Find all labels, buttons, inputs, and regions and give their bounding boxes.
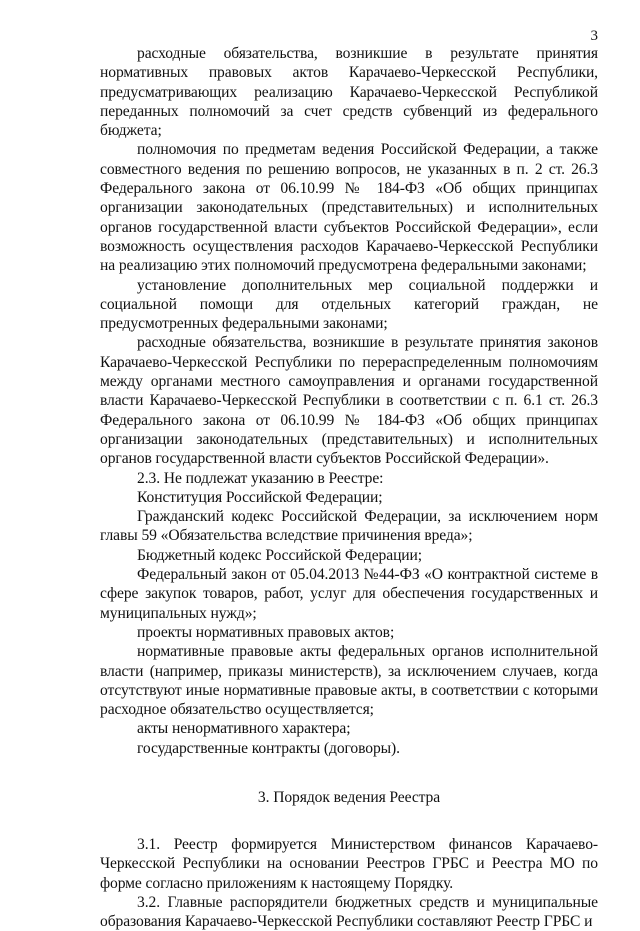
- paragraph: расходные обязательства, возникшие в результате принятия нормативных правовых актов Карачаево-Черкесской Республики, предусматривающих реализацию Карачаево-Черкесской Республикой переданных полномочий за счет средств субвенций из федерального бюджета;: [100, 45, 598, 140]
- paragraph: 3.2. Главные распорядители бюджетных средств и муниципальные образования Карачаево-Черкесской Республики составляют Реестр ГРБС и: [100, 893, 598, 931]
- paragraph: проекты нормативных правовых актов;: [137, 623, 395, 641]
- page-number: 3: [590, 28, 598, 44]
- paragraph: расходные обязательства, возникшие в результате принятия законов Карачаево-Черкесской Республики по перераспределенным полномочиям между органами местного самоуправления и органами государственной власти Карачаево-Черкесской Республики в соответствии с п. 6.1 ст. 26.3 Федерального закона от 06.10.99 № 184-ФЗ «Об общих принципах организации законодательных (представительных) и исполнительных органов государственной власти субъектов Российской Федерации».: [100, 334, 598, 468]
- paragraph: Федеральный закон от 05.04.2013 №44-ФЗ «О контрактной системе в сфере закупок товаров, работ, услуг для обеспечения государственных и муниципальных нужд»;: [100, 566, 598, 622]
- paragraph: 3.1. Реестр формируется Министерством финансов Карачаево-Черкесской Республики на основании Реестров ГРБС и Реестра МО по форме согласно приложениям к настоящему Порядку.: [100, 835, 598, 892]
- section-heading: 3. Порядок ведения Реестра: [257, 788, 441, 806]
- paragraph: полномочия по предметам ведения Российской Федерации, а также совместного ведения по решению вопросов, не указанных в п. 2 ст. 26.3 Федерального закона от 06.10.99 № 184-ФЗ «Об общих принципах организации законодательных (представительных) и исполнительных органов государственной власти субъектов Российской Федерации», если возможность осуществления расходов Карачаево-Черкесской Республики на реализацию этих полномочий предусмотрена федеральными законами;: [100, 141, 598, 275]
- paragraph: Гражданский кодекс Российской Федерации, за исключением норм главы 59 «Обязательства вследствие причинения вреда»;: [100, 508, 598, 545]
- document-body: [100, 44, 598, 931]
- paragraph: Бюджетный кодекс Российской Федерации;: [137, 546, 423, 564]
- paragraph: Конституция Российской Федерации;: [137, 488, 383, 506]
- paragraph: государственные контракты (договоры).: [137, 739, 400, 757]
- paragraph: 2.3. Не подлежат указанию в Реестре:: [137, 469, 384, 487]
- paragraph: акты ненормативного характера;: [137, 720, 351, 738]
- paragraph: установление дополнительных мер социальной поддержки и социальной помощи для отдельных категорий граждан, не предусмотренных федеральными законами;: [100, 276, 598, 333]
- paragraph: нормативные правовые акты федеральных органов исполнительной власти (например, приказы министерств), за исключением случаев, когда отсутствуют иные нормативные правовые акты, в соответствии с которыми расходное обязательство осуществляется;: [100, 643, 598, 719]
